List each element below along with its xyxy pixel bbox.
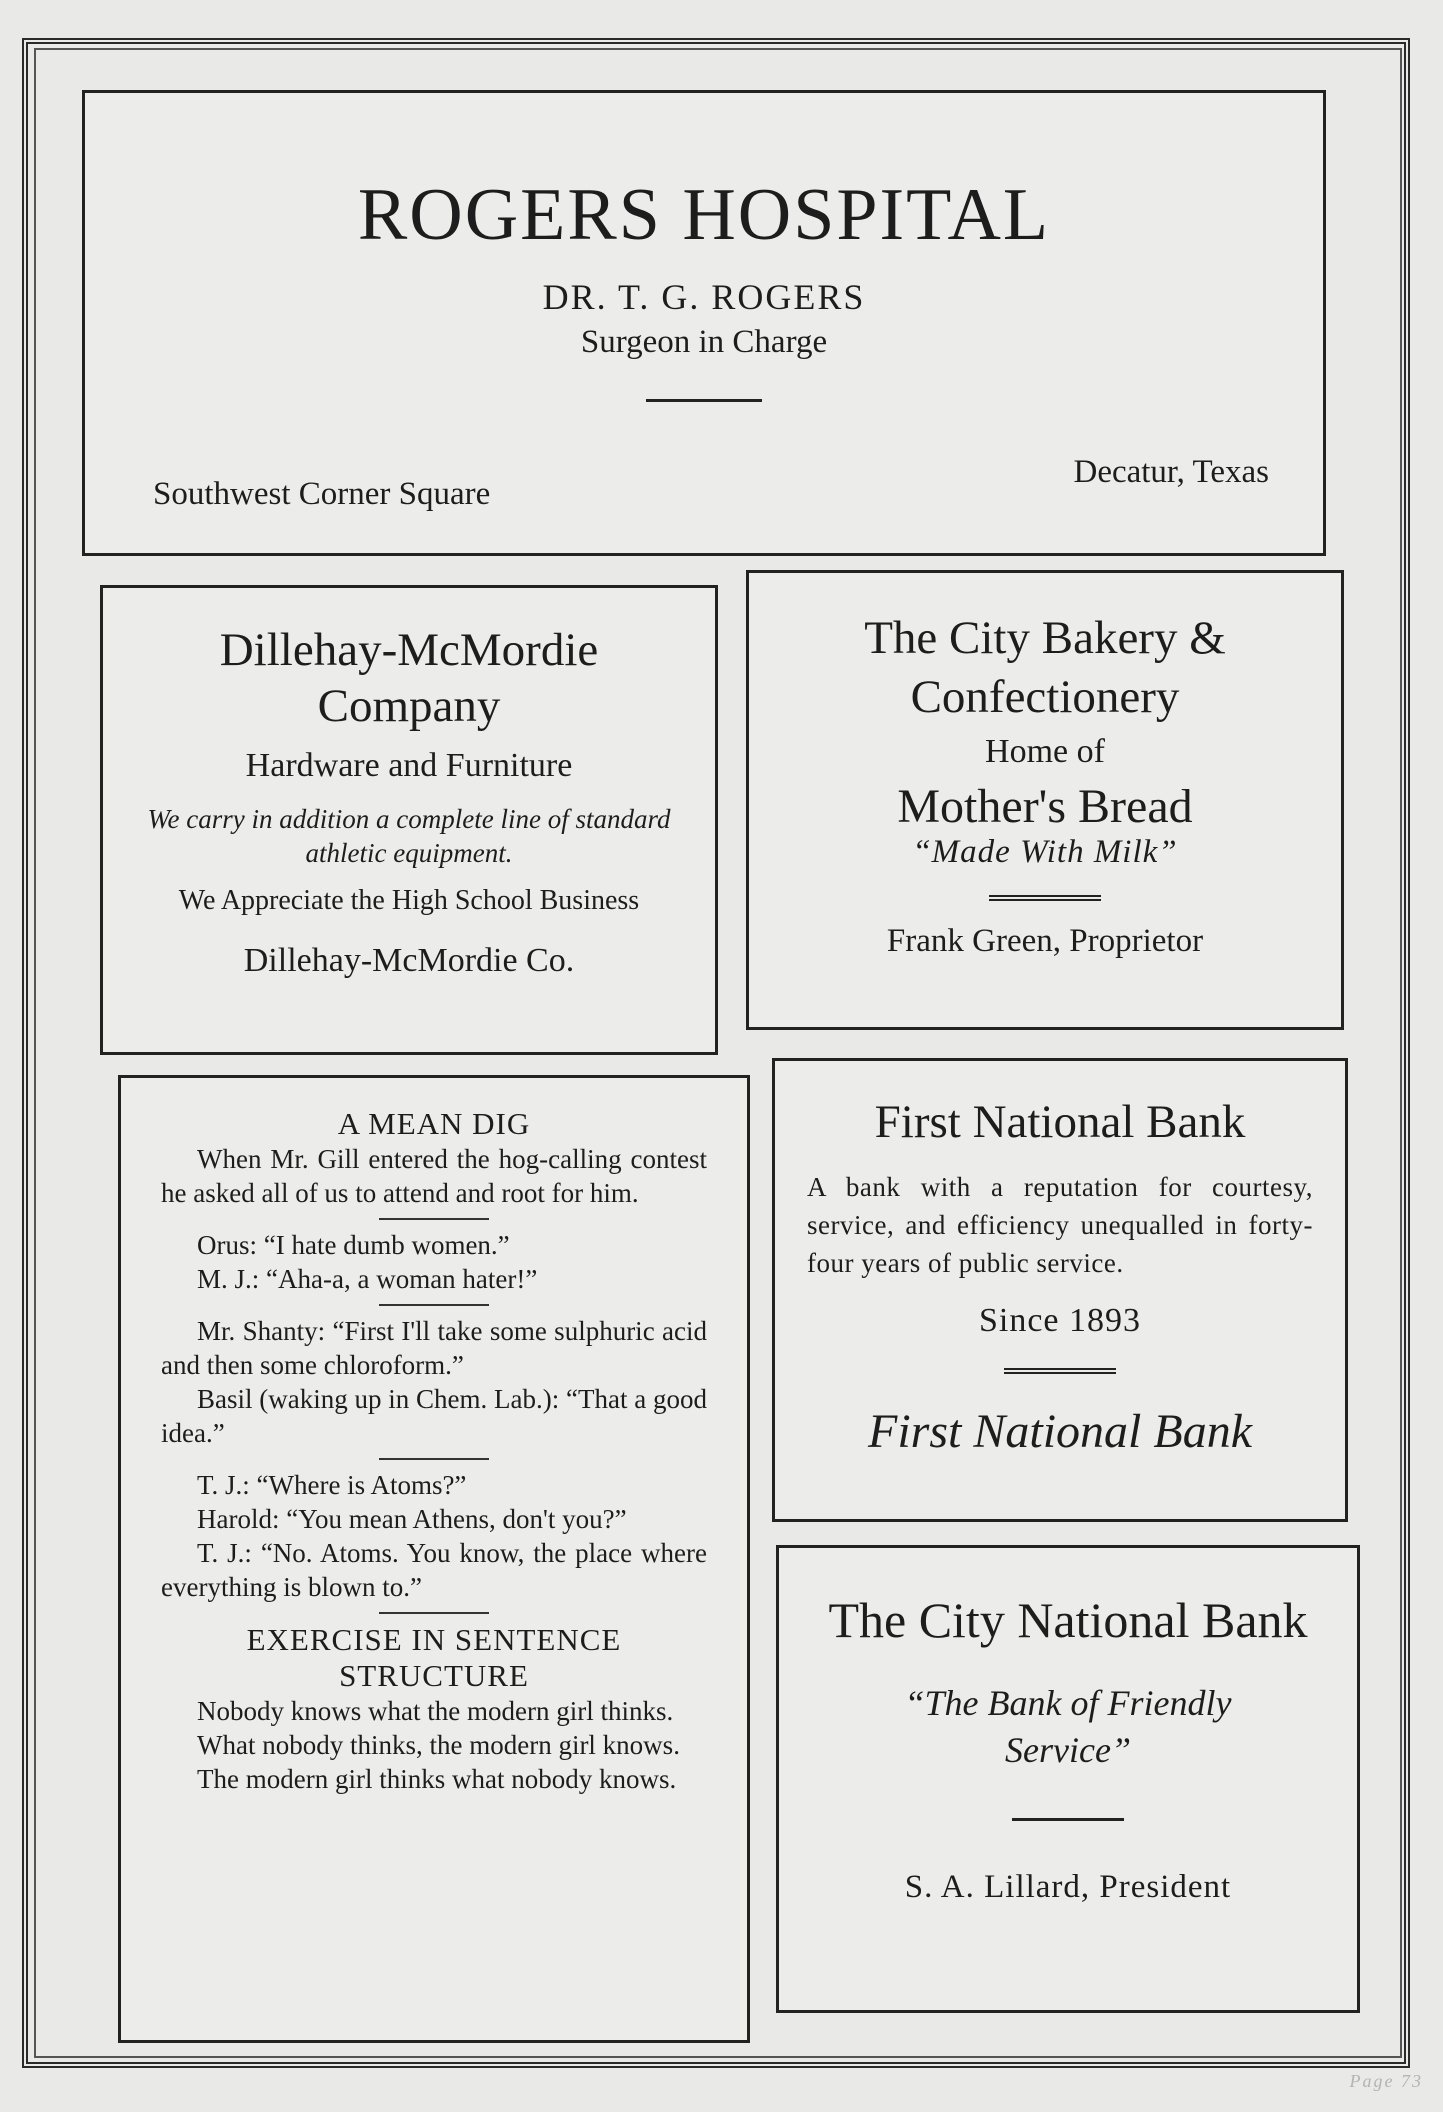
joke-paragraph: Nobody knows what the modern girl thinks.: [197, 1696, 674, 1727]
hospital-city: Decatur, Texas: [1073, 454, 1269, 490]
dillehay-mcmordie-ad: [100, 585, 718, 1055]
first-national-signature: First National Bank: [868, 1405, 1252, 1459]
jokes-column: [118, 1075, 750, 2043]
page-number: Page 73: [1349, 2071, 1423, 2091]
joke-paragraph: T. J.: “No. Atoms. You know, the place where everything is blown to.”: [161, 1538, 707, 1603]
hospital-doctor: DR. T. G. ROGERS: [542, 277, 866, 317]
joke-paragraph: What nobody thinks, the modern girl knows.: [197, 1730, 680, 1761]
dillehay-blurb: We carry in addition a complete line of standard athletic equipment.: [147, 803, 671, 868]
bakery-bread: Mother's Bread: [897, 779, 1193, 833]
city-national-bank-ad: [776, 1545, 1360, 2013]
divider: [379, 1304, 489, 1306]
jokes-heading-mean-dig: A MEAN DIG: [337, 1106, 531, 1141]
first-national-name: First National Bank: [874, 1096, 1246, 1148]
bakery-tagline: “Made With Milk”: [912, 833, 1178, 870]
city-national-president: S. A. Lillard, President: [904, 1868, 1232, 1905]
joke-paragraph: Mr. Shanty: “First I'll take some sulphuric acid and then some chloroform.”: [161, 1316, 707, 1381]
dillehay-signature: Dillehay-McMordie Co.: [243, 941, 575, 979]
joke-paragraph: Harold: “You mean Athens, don't you?”: [197, 1504, 627, 1535]
city-national-name: The City National Bank: [828, 1592, 1308, 1648]
bakery-name: The City Bakery & Confectionery: [864, 612, 1226, 723]
dillehay-subtitle: Hardware and Furniture: [245, 746, 573, 784]
first-national-since: Since 1893: [978, 1302, 1142, 1340]
hospital-title: ROGERS HOSPITAL: [357, 174, 1051, 256]
divider: [989, 895, 1101, 901]
hospital-role: Surgeon in Charge: [580, 324, 828, 360]
dillehay-name: Dillehay-McMordie Company: [219, 624, 599, 733]
dillehay-appreciation: We Appreciate the High School Business: [178, 885, 640, 917]
city-bakery-ad: [746, 570, 1344, 1030]
joke-paragraph: The modern girl thinks what nobody knows.: [197, 1764, 677, 1795]
bakery-proprietor: Frank Green, Proprietor: [886, 922, 1204, 959]
joke-paragraph: T. J.: “Where is Atoms?”: [197, 1470, 467, 1501]
divider: [379, 1612, 489, 1614]
divider: [379, 1458, 489, 1460]
bakery-home-of: Home of: [985, 732, 1105, 770]
joke-paragraph: M. J.: “Aha-a, a woman hater!”: [197, 1264, 538, 1295]
jokes-heading-exercise: EXERCISE IN SENTENCE STRUCTURE: [246, 1622, 622, 1694]
divider: [1012, 1818, 1124, 1821]
divider: [379, 1218, 489, 1220]
first-national-description: A bank with a reputation for courtesy, service, and efficiency unequalled in forty-four years of public service.: [807, 1172, 1313, 1278]
rogers-hospital-ad: [82, 90, 1326, 556]
first-national-bank-ad: [772, 1058, 1348, 1522]
joke-paragraph: When Mr. Gill entered the hog-calling contest he asked all of us to attend and root for him.: [161, 1144, 707, 1209]
divider: [646, 399, 762, 402]
city-national-tagline: “The Bank of Friendly Service”: [904, 1683, 1232, 1770]
joke-paragraph: Orus: “I hate dumb women.”: [197, 1230, 510, 1261]
divider: [1004, 1368, 1116, 1374]
hospital-address: Southwest Corner Square: [153, 476, 491, 512]
joke-paragraph: Basil (waking up in Chem. Lab.): “That a good idea.”: [161, 1384, 707, 1449]
